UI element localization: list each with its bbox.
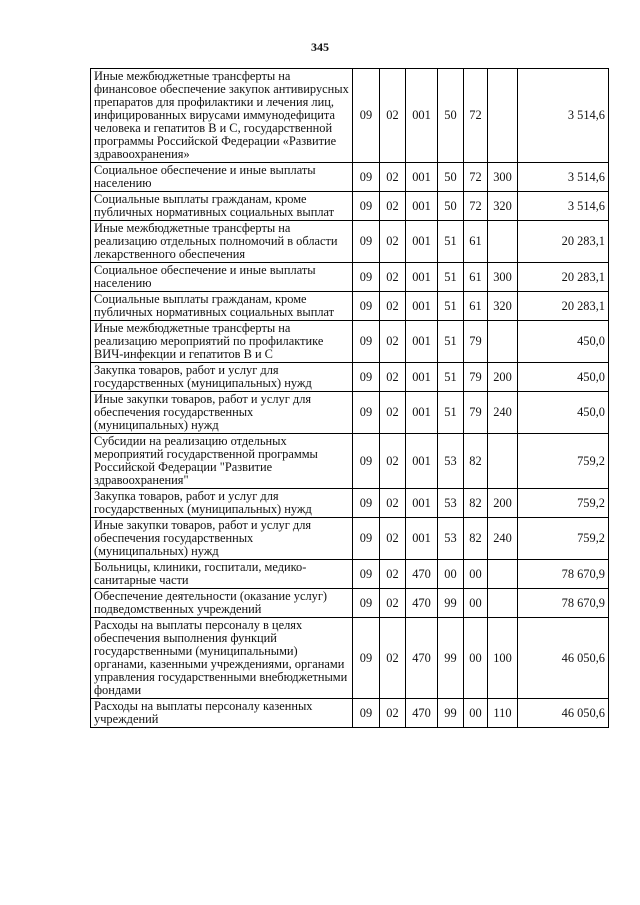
table-row <box>91 518 609 560</box>
target-code-part2-cell: 00 <box>438 560 464 589</box>
subsection-code-cell: 02 <box>380 699 406 728</box>
expense-type-code-cell: 200 <box>488 363 518 392</box>
section-code-cell: 09 <box>353 589 380 618</box>
table-row <box>91 321 609 363</box>
target-code-part1-cell: 001 <box>406 163 438 192</box>
amount-cell: 450,0 <box>518 363 609 392</box>
section-code-cell: 09 <box>353 321 380 363</box>
budget-table-body <box>91 69 609 728</box>
amount-cell: 759,2 <box>518 518 609 560</box>
target-code-part3-cell: 61 <box>464 292 488 321</box>
expense-name-cell: Больницы, клиники, госпитали, медико-санитарные части <box>91 560 353 589</box>
table-row <box>91 263 609 292</box>
target-code-part3-cell: 72 <box>464 192 488 221</box>
section-code-cell: 09 <box>353 292 380 321</box>
amount-cell: 759,2 <box>518 489 609 518</box>
target-code-part1-cell: 470 <box>406 618 438 699</box>
expense-name-cell: Обеспечение деятельности (оказание услуг) подведомственных учреждений <box>91 589 353 618</box>
section-code-cell: 09 <box>353 560 380 589</box>
expense-type-code-cell: 300 <box>488 263 518 292</box>
expense-type-code-cell <box>488 589 518 618</box>
expense-type-code-cell: 320 <box>488 192 518 221</box>
target-code-part1-cell: 470 <box>406 560 438 589</box>
expense-name-cell: Иные межбюджетные трансферты на финансовое обеспечение закупок антивирусных препаратов для профилактики и лечения лиц, инфицированных вирусами иммунодефицита человека и гепатитов В и С, государственной программы Российской Федерации «Развитие здравоохранения» <box>91 69 353 163</box>
target-code-part1-cell: 001 <box>406 489 438 518</box>
target-code-part2-cell: 51 <box>438 292 464 321</box>
target-code-part1-cell: 001 <box>406 292 438 321</box>
target-code-part3-cell: 79 <box>464 392 488 434</box>
target-code-part1-cell: 001 <box>406 434 438 489</box>
table-row <box>91 434 609 489</box>
target-code-part3-cell: 61 <box>464 263 488 292</box>
subsection-code-cell: 02 <box>380 363 406 392</box>
section-code-cell: 09 <box>353 263 380 292</box>
expense-name-cell: Социальное обеспечение и иные выплаты населению <box>91 263 353 292</box>
expense-name-cell: Иные закупки товаров, работ и услуг для обеспечения государственных (муниципальных) нужд <box>91 392 353 434</box>
amount-cell: 3 514,6 <box>518 192 609 221</box>
table-row <box>91 560 609 589</box>
table-row <box>91 192 609 221</box>
target-code-part2-cell: 53 <box>438 489 464 518</box>
expense-type-code-cell: 240 <box>488 392 518 434</box>
section-code-cell: 09 <box>353 618 380 699</box>
table-row <box>91 69 609 163</box>
section-code-cell: 09 <box>353 392 380 434</box>
target-code-part1-cell: 001 <box>406 69 438 163</box>
expense-type-code-cell <box>488 434 518 489</box>
expense-type-code-cell <box>488 69 518 163</box>
expense-type-code-cell: 100 <box>488 618 518 699</box>
table-row <box>91 589 609 618</box>
amount-cell: 78 670,9 <box>518 560 609 589</box>
target-code-part2-cell: 50 <box>438 163 464 192</box>
expense-name-cell: Иные межбюджетные трансферты на реализацию отдельных полномочий в области лекарственного обеспечения <box>91 221 353 263</box>
expense-name-cell: Социальное обеспечение и иные выплаты населению <box>91 163 353 192</box>
target-code-part2-cell: 51 <box>438 392 464 434</box>
amount-cell: 3 514,6 <box>518 163 609 192</box>
expense-name-cell: Социальные выплаты гражданам, кроме публичных нормативных социальных выплат <box>91 292 353 321</box>
subsection-code-cell: 02 <box>380 221 406 263</box>
table-row <box>91 363 609 392</box>
target-code-part3-cell: 00 <box>464 699 488 728</box>
table-row <box>91 618 609 699</box>
budget-table <box>90 68 609 728</box>
table-row <box>91 292 609 321</box>
expense-name-cell: Иные межбюджетные трансферты на реализацию мероприятий по профилактике ВИЧ-инфекции и гепатитов В и С <box>91 321 353 363</box>
target-code-part3-cell: 82 <box>464 518 488 560</box>
section-code-cell: 09 <box>353 489 380 518</box>
subsection-code-cell: 02 <box>380 69 406 163</box>
section-code-cell: 09 <box>353 363 380 392</box>
target-code-part1-cell: 001 <box>406 192 438 221</box>
target-code-part1-cell: 001 <box>406 321 438 363</box>
target-code-part2-cell: 51 <box>438 263 464 292</box>
expense-name-cell: Расходы на выплаты персоналу казенных учреждений <box>91 699 353 728</box>
amount-cell: 450,0 <box>518 321 609 363</box>
target-code-part3-cell: 79 <box>464 321 488 363</box>
section-code-cell: 09 <box>353 221 380 263</box>
section-code-cell: 09 <box>353 69 380 163</box>
subsection-code-cell: 02 <box>380 589 406 618</box>
target-code-part2-cell: 50 <box>438 69 464 163</box>
target-code-part1-cell: 470 <box>406 699 438 728</box>
expense-type-code-cell <box>488 221 518 263</box>
target-code-part3-cell: 61 <box>464 221 488 263</box>
section-code-cell: 09 <box>353 518 380 560</box>
target-code-part1-cell: 001 <box>406 263 438 292</box>
section-code-cell: 09 <box>353 699 380 728</box>
amount-cell: 46 050,6 <box>518 618 609 699</box>
target-code-part3-cell: 00 <box>464 618 488 699</box>
subsection-code-cell: 02 <box>380 392 406 434</box>
target-code-part1-cell: 001 <box>406 363 438 392</box>
target-code-part3-cell: 72 <box>464 163 488 192</box>
expense-type-code-cell: 110 <box>488 699 518 728</box>
target-code-part1-cell: 001 <box>406 518 438 560</box>
target-code-part3-cell: 72 <box>464 69 488 163</box>
target-code-part2-cell: 53 <box>438 518 464 560</box>
expense-name-cell: Иные закупки товаров, работ и услуг для обеспечения государственных (муниципальных) нужд <box>91 518 353 560</box>
expense-name-cell: Закупка товаров, работ и услуг для государственных (муниципальных) нужд <box>91 363 353 392</box>
target-code-part2-cell: 51 <box>438 321 464 363</box>
amount-cell: 20 283,1 <box>518 263 609 292</box>
subsection-code-cell: 02 <box>380 292 406 321</box>
target-code-part3-cell: 82 <box>464 434 488 489</box>
section-code-cell: 09 <box>353 163 380 192</box>
target-code-part2-cell: 99 <box>438 699 464 728</box>
target-code-part2-cell: 51 <box>438 363 464 392</box>
target-code-part3-cell: 00 <box>464 560 488 589</box>
expense-type-code-cell: 320 <box>488 292 518 321</box>
target-code-part1-cell: 001 <box>406 392 438 434</box>
amount-cell: 20 283,1 <box>518 292 609 321</box>
subsection-code-cell: 02 <box>380 321 406 363</box>
amount-cell: 759,2 <box>518 434 609 489</box>
target-code-part3-cell: 00 <box>464 589 488 618</box>
amount-cell: 3 514,6 <box>518 69 609 163</box>
section-code-cell: 09 <box>353 192 380 221</box>
subsection-code-cell: 02 <box>380 163 406 192</box>
table-row <box>91 221 609 263</box>
subsection-code-cell: 02 <box>380 518 406 560</box>
expense-type-code-cell: 240 <box>488 518 518 560</box>
amount-cell: 46 050,6 <box>518 699 609 728</box>
target-code-part2-cell: 99 <box>438 589 464 618</box>
expense-name-cell: Расходы на выплаты персоналу в целях обеспечения выполнения функций государственными (муниципальными) органами, казенными учреждениями, органами управления государственными внебюджетными фондами <box>91 618 353 699</box>
target-code-part2-cell: 53 <box>438 434 464 489</box>
target-code-part2-cell: 51 <box>438 221 464 263</box>
target-code-part2-cell: 99 <box>438 618 464 699</box>
table-row <box>91 392 609 434</box>
table-row <box>91 699 609 728</box>
subsection-code-cell: 02 <box>380 434 406 489</box>
expense-type-code-cell <box>488 321 518 363</box>
subsection-code-cell: 02 <box>380 618 406 699</box>
subsection-code-cell: 02 <box>380 192 406 221</box>
amount-cell: 20 283,1 <box>518 221 609 263</box>
amount-cell: 450,0 <box>518 392 609 434</box>
subsection-code-cell: 02 <box>380 263 406 292</box>
amount-cell: 78 670,9 <box>518 589 609 618</box>
expense-name-cell: Социальные выплаты гражданам, кроме публичных нормативных социальных выплат <box>91 192 353 221</box>
expense-name-cell: Субсидии на реализацию отдельных мероприятий государственной программы Российской Федерации "Развитие здравоохранения" <box>91 434 353 489</box>
table-row <box>91 163 609 192</box>
expense-type-code-cell <box>488 560 518 589</box>
table-row <box>91 489 609 518</box>
target-code-part1-cell: 470 <box>406 589 438 618</box>
subsection-code-cell: 02 <box>380 489 406 518</box>
subsection-code-cell: 02 <box>380 560 406 589</box>
page-number: 345 <box>311 40 329 54</box>
target-code-part3-cell: 79 <box>464 363 488 392</box>
expense-type-code-cell: 300 <box>488 163 518 192</box>
expense-name-cell: Закупка товаров, работ и услуг для государственных (муниципальных) нужд <box>91 489 353 518</box>
section-code-cell: 09 <box>353 434 380 489</box>
expense-type-code-cell: 200 <box>488 489 518 518</box>
target-code-part2-cell: 50 <box>438 192 464 221</box>
target-code-part3-cell: 82 <box>464 489 488 518</box>
target-code-part1-cell: 001 <box>406 221 438 263</box>
